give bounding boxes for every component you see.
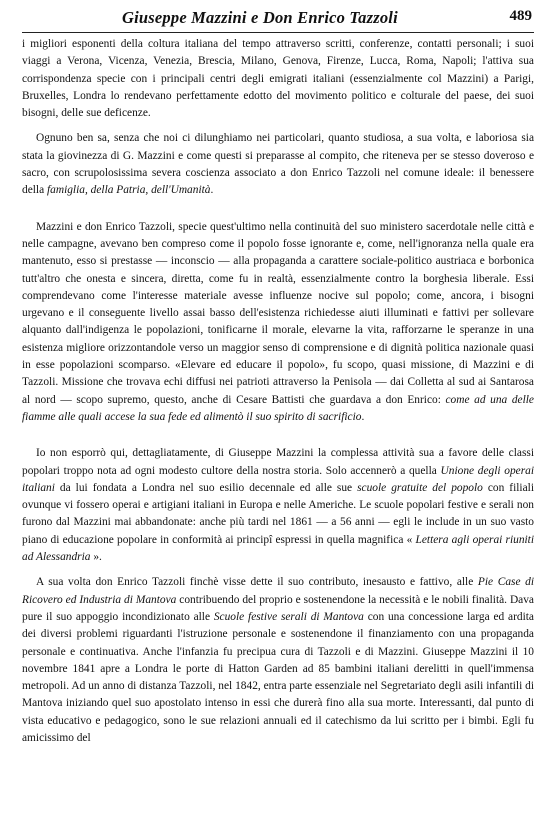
running-header <box>22 6 534 33</box>
paragraph-5-text-c: con una concessione larga ed ardita dei diversi problemi riguardanti l'istruzione personale e sostenendone il finanziamento con una propaganda personale e continuativa. Anche l'infanzia fu precipua cura di Tazzoli e di Mazzini. Giuseppe Mazzini il 10 novembre 1841 apre a Londra le porte di Hatton Garden ad 85 bambini italiani derelitti in quell'immensa metropoli. Ad un anno di distanza Tazzoli, nel 1842, entra parte essenziale nel Segretariato degli asili infantili di Mantova iniziando quel suo apostolato intenso in essi che durerà fino alla sua morte. Interessanti, dal punto di vista educativo e pedagogico, sono le sue relazioni annuali ed il catechismo da lui scritto per i bimbi. Egli fu amicissimo del <box>22 610 534 744</box>
paragraph-3-text: Mazzini e don Enrico Tazzoli, specie quest'ultimo nella continuità del suo ministero sacerdotale nelle città e nelle campagne, avevano ben compreso come il popolo fosse ignorante e, come, nell'ignoranza nella quale era mantenuto, esso si prestasse — inconscio — alla propaganda a carattere sociale-politico austriaca e borbonica tutt'altro che onesta e sincera, diretta, come fu in realtà, essenzialmente contro la borghesia liberale. Essi comprendevano come l'interesse materiale avesse influenze nocive sul popolo; come, ancora, i bisogni urgevano e il conseguente livello assai basso dell'esistenza richiedesse aiuti illuminati e fattivi per sollevare alquanto dall'indigenza le popolazioni, tonificarne il morale, elevarne la vita, rafforzarne le speranze in una esistenza migliore orizzontandole verso un maggior senso di comprensione e di dignità politica nazionale quasi in esse popolazioni scomparso. «Elevare ed educare il popolo», fu scopo, quasi missione, di Mazzini e di Tazzoli. Missione che trovava echi diffusi nei patrioti attraverso la Penisola — dai Colletta al sud ai Santarosa al nord — scopo supremo, questo, anche di Cesare Battisti che guardava a don Enrico: <box>22 220 534 406</box>
paragraph-5 <box>22 574 534 747</box>
paragraph-1-text: i migliori esponenti della coltura italiana del tempo attraverso scritti, conferenze, contatti personali; i suoi viaggi a Verona, Vicenza, Venezia, Brescia, Milano, Genova, Firenze, Lucca, Roma, Napoli; l'attiva sua corrispondenza specie con i principali centri degli emigrati italiani (essenzialmente col Mazzini) a Parigi, Bruxelles, Londra lo rendevano perfettamente edotto del movimento politico e colturale del paese, dei suoi bisogni, delle sue deficenze. <box>22 38 534 120</box>
page-body <box>22 36 534 747</box>
paragraph-4-italic-a: Unione degli operai italiani <box>22 464 534 494</box>
paragraph-5-italic-a: Pie Case di Ricovero ed Industria di Mantova <box>22 576 535 606</box>
paragraph-5-text-a: A sua volta don Enrico Tazzoli finchè visse dette il suo contributo, inesausto e fattivo, alle <box>36 576 478 589</box>
paragraph-3-italic: come ad una delle fiamme alle quali accese la sua fede ed alimentò il suo spirito di sacrificio <box>22 393 534 423</box>
paragraph-4-text-d: ». <box>90 551 102 564</box>
paragraph-4-italic-c: Lettera agli operai riuniti ad Alessandria <box>22 533 535 564</box>
paragraph-4 <box>22 445 534 566</box>
paragraph-4-italic-b: scuole gratuite del popolo <box>357 481 483 494</box>
paragraph-4-text-b: da lui fondata a Londra nel suo esilio decennale ed alle sue <box>54 481 358 494</box>
paragraph-3-end: . <box>361 410 365 423</box>
paragraph-4-text-a: Io non esporrò qui, dettagliatamente, di Giuseppe Mazzini la complessa attività sua a favore delle classi popolari troppo nota ad ogni modesto cultore della nostra storia. Solo accennerò a quella <box>22 447 534 477</box>
paragraph-4-text-c: con filiali ovunque vi fossero operai e artigiani italiani in Europa e nelle Americhe. Le scuole popolari festive e serali non furono dal Mazzini mai abbandonate: anche più tardi nel 1861 — a 56 anni — egli le include in un suo vasto piano di educazione popolare in conformità ai principî espressi in quella magnifica « <box>22 481 534 546</box>
paragraph-2-text: Ognuno ben sa, senza che noi ci dilunghiamo nei particolari, quanto studiosa, a sua volta, e laboriosa sia stata la giovinezza di G. Mazzini e come questi si preparasse al compito, che riteneva per se stesso doveroso e sacro, con scrupolosissima severa coscienza associato a don Enrico Tazzoli nel comune ideale: il benessere della <box>22 132 534 197</box>
paragraph-5-italic-b: Scuole festive serali di Mantova <box>213 610 364 623</box>
paragraph-2-italic: famiglia, della Patria, dell'Umanità <box>46 184 211 197</box>
paragraph-1 <box>22 36 534 122</box>
paragraph-3 <box>22 219 534 427</box>
page-number: 489 <box>509 8 532 24</box>
paragraph-5-text-b: contribuendo del proprio e sostenendone la necessità e le nobili finalità. Dava pure il suo appoggio incondizionato alle <box>22 593 534 623</box>
paragraph-2-end: . <box>210 184 214 197</box>
paragraph-2 <box>22 130 534 199</box>
running-title: Giuseppe Mazzini e Don Enrico Tazzoli <box>122 8 398 27</box>
